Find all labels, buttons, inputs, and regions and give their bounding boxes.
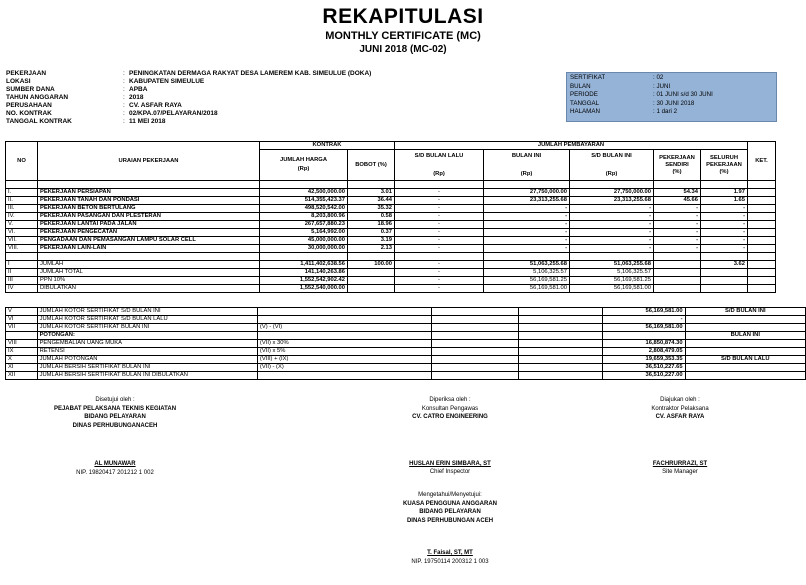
summary-note <box>685 364 805 372</box>
summary-value: 16,850,874.30 <box>602 340 685 348</box>
sig-org: Konsultan Pengawas <box>421 405 479 412</box>
item-sendiri: - <box>654 205 701 213</box>
item-sd: - <box>570 229 654 237</box>
table-row <box>6 213 776 221</box>
summary-no: VIII <box>6 340 38 348</box>
total-lalu: - <box>395 277 484 285</box>
summary-uraian: JUMLAH KOTOR SERTIFIKAT S/D BULAN INI <box>37 308 257 316</box>
summary-row <box>6 340 806 348</box>
item-sd: 23,313,255.68 <box>570 197 654 205</box>
summary-note: S/D BULAN LALU <box>685 356 805 364</box>
project-info <box>5 70 565 126</box>
cert-value: : 01 JUNI s/d 30 JUNI <box>653 91 713 98</box>
total-bobot: 100.00 <box>348 261 395 269</box>
total-sendiri <box>654 261 701 269</box>
summary-blank <box>431 340 518 348</box>
rp-unit: (Rp) <box>297 166 310 172</box>
total-lalu: - <box>395 285 484 293</box>
item-harga: 45,000,000.00 <box>260 237 348 245</box>
summary-row <box>6 364 806 372</box>
item-uraian: PEKERJAAN PERSIAPAN <box>38 189 260 197</box>
total-harga: 1,552,542,902.42 <box>260 277 348 285</box>
summary-blank <box>518 308 602 316</box>
col-jumlah-pembayaran: JUMLAH PEMBAYARAN <box>395 142 748 150</box>
item-seluruh: - <box>701 213 748 221</box>
total-ket <box>748 269 776 277</box>
item-ini: - <box>484 237 570 245</box>
item-bobot: 2.13 <box>348 245 395 253</box>
sig-id: NIP. 19750114 200312 1 003 <box>411 558 489 565</box>
project-value: 02/KPA.07/PELAYARAN/2018 <box>129 110 218 117</box>
cert-value: : 1 dari 2 <box>653 108 678 115</box>
item-uraian: PEKERJAAN PENGECATAN <box>38 229 260 237</box>
item-lalu: - <box>395 213 484 221</box>
sig-org: DINAS PERHUBUNGANACEH <box>72 422 158 429</box>
sig-name: AL MUNAWAR <box>94 461 136 467</box>
summary-no: X <box>6 356 38 364</box>
table-row <box>6 189 776 197</box>
summary-no: VII <box>6 324 38 332</box>
col-sendiri: PEKERJAAN SENDIRI <box>659 154 695 168</box>
signature-right <box>605 396 755 477</box>
total-harga: 1,411,402,638.56 <box>260 261 348 269</box>
item-no: VI. <box>6 229 38 237</box>
item-seluruh: - <box>701 205 748 213</box>
summary-value: 2,808,479.05 <box>602 348 685 356</box>
total-ket <box>748 277 776 285</box>
item-harga: 8,203,800.96 <box>260 213 348 221</box>
summary-value: 36,510,227.65 <box>602 364 685 372</box>
item-ini: - <box>484 213 570 221</box>
item-seluruh: - <box>701 229 748 237</box>
total-row <box>6 261 776 269</box>
project-label: TANGGAL KONTRAK <box>6 118 72 125</box>
summary-uraian: JUMLAH BERSIH SERTIFIKAT BULAN INI DIBULATKAN <box>37 372 257 380</box>
summary-uraian: RETENSI <box>37 348 257 356</box>
item-lalu: - <box>395 245 484 253</box>
summary-blank <box>431 348 518 356</box>
colon: : <box>123 118 125 125</box>
summary-row <box>6 348 806 356</box>
cert-label: BULAN <box>570 82 591 90</box>
total-ini: 56,169,581.25 <box>484 277 570 285</box>
item-bobot: 3.01 <box>348 189 395 197</box>
summary-blank <box>431 308 518 316</box>
col-bulan-ini: BULAN INI <box>511 152 542 159</box>
total-lalu: - <box>395 261 484 269</box>
summary-blank <box>431 332 518 340</box>
item-uraian: PEKERJAAN TANAH DAN PONDASI <box>38 197 260 205</box>
project-label: TAHUN ANGGARAN <box>6 94 69 101</box>
table-row <box>6 205 776 213</box>
item-ini: - <box>484 229 570 237</box>
page-title: REKAPITULASI <box>322 5 484 28</box>
col-jumlah-harga: JUMLAH HARGA <box>279 157 328 163</box>
total-ket <box>748 261 776 269</box>
summary-blank <box>518 364 602 372</box>
item-sendiri: - <box>654 221 701 229</box>
rp-unit: (Rp) <box>520 170 533 177</box>
total-uraian: DIBULATKAN <box>38 285 260 293</box>
item-harga: 42,500,000.00 <box>260 189 348 197</box>
pct-unit: (%) <box>672 168 682 175</box>
signature-bottom <box>360 491 540 566</box>
item-sendiri: - <box>654 229 701 237</box>
summary-blank <box>518 324 602 332</box>
item-sd: - <box>570 237 654 245</box>
summary-blank <box>518 340 602 348</box>
rp-unit: (Rp) <box>433 170 445 177</box>
colon: : <box>123 86 125 93</box>
sig-org: PEJABAT PELAKSANA TEKNIS KEGIATAN <box>53 405 177 412</box>
total-sendiri <box>654 285 701 293</box>
colon: : <box>123 70 125 77</box>
total-row <box>6 269 776 277</box>
item-sd: - <box>570 245 654 253</box>
total-no: I <box>6 261 38 269</box>
item-harga: 30,000,000.00 <box>260 245 348 253</box>
sig-name: HUSLAN ERIN SIMBARA, ST <box>409 460 491 467</box>
item-no: IV. <box>6 213 38 221</box>
sig-role: Mengetahui/Menyetujui: <box>418 492 482 498</box>
sig-org: Kontraktor Pelaksana <box>651 405 709 412</box>
summary-note <box>685 324 805 332</box>
summary-formula <box>257 372 431 380</box>
total-harga: 1,552,540,000.00 <box>260 285 348 293</box>
item-ket <box>748 229 776 237</box>
sig-org: CV. CATRO ENGINEERING <box>412 414 488 420</box>
sig-org: KUASA PENGGUNA ANGGARAN <box>402 500 497 507</box>
summary-row <box>6 332 806 340</box>
item-ket <box>748 221 776 229</box>
summary-value: 56,169,581.00 <box>602 308 685 316</box>
summary-no: IX <box>6 348 38 356</box>
item-seluruh: 1.97 <box>701 189 748 197</box>
item-sendiri: - <box>654 245 701 253</box>
summary-blank <box>518 316 602 324</box>
summary-blank <box>518 348 602 356</box>
item-harga: 498,520,542.00 <box>260 205 348 213</box>
table-row <box>6 229 776 237</box>
summary-note: BULAN INI <box>685 332 805 340</box>
item-no: VIII. <box>6 245 38 253</box>
total-no: II <box>6 269 38 277</box>
total-ket <box>748 285 776 293</box>
summary-value: 36,510,227.00 <box>602 372 685 380</box>
table-row <box>6 197 776 205</box>
summary-blank <box>431 356 518 364</box>
item-ini: - <box>484 221 570 229</box>
total-no: IV <box>6 285 38 293</box>
total-seluruh <box>701 285 748 293</box>
item-lalu: - <box>395 205 484 213</box>
summary-value: 56,169,581.00 <box>602 324 685 332</box>
cert-label: PERIODE <box>570 91 598 98</box>
project-value: APBA <box>129 86 148 93</box>
total-bobot <box>348 269 395 277</box>
total-bobot <box>348 285 395 293</box>
summary-blank <box>431 372 518 380</box>
item-harga: 5,164,992.00 <box>260 229 348 237</box>
total-ini: 5,106,325.57 <box>484 269 570 277</box>
item-ini: - <box>484 245 570 253</box>
cert-value: : JUNI <box>653 82 671 90</box>
summary-uraian: JUMLAH KOTOR SERTIFIKAT BULAN INI <box>37 324 257 332</box>
summary-value: 19,659,353.35 <box>602 356 685 364</box>
summary-blank <box>518 356 602 364</box>
cert-value: : 02 <box>653 74 664 81</box>
project-info-row <box>5 70 565 78</box>
total-seluruh <box>701 269 748 277</box>
item-sd: 27,750,000.00 <box>570 189 654 197</box>
summary-note <box>685 340 805 348</box>
summary-no: VI <box>6 316 38 324</box>
total-sendiri <box>654 269 701 277</box>
project-info-row <box>5 102 565 110</box>
project-info-row <box>5 78 565 86</box>
colon: : <box>123 94 125 101</box>
page-subtitle: MONTHLY CERTIFICATE (MC) <box>325 30 481 42</box>
sig-role: Diajukan oleh : <box>660 397 700 403</box>
summary-uraian: PENGEMBALIAN UANG MUKA <box>37 340 257 348</box>
item-ket <box>748 245 776 253</box>
col-sd-bulan-ini: S/D BULAN INI <box>591 152 632 159</box>
summary-row <box>6 308 806 316</box>
sig-org: CV. ASFAR RAYA <box>655 414 705 420</box>
item-lalu: - <box>395 197 484 205</box>
summary-note: S/D BULAN INI <box>685 308 805 316</box>
col-bobot: BOBOT (%) <box>348 150 395 181</box>
col-uraian: URAIAN PEKERJAAN <box>38 142 260 181</box>
item-seluruh: - <box>701 221 748 229</box>
cert-label: TANGGAL <box>570 99 600 107</box>
total-seluruh <box>701 277 748 285</box>
summary-value: - <box>602 316 685 324</box>
total-no: III <box>6 277 38 285</box>
sig-org: BIDANG PELAYARAN <box>419 509 481 515</box>
sig-org: BIDANG PELAYARAN <box>84 414 146 420</box>
summary-no: XII <box>6 372 38 380</box>
item-ini: - <box>484 205 570 213</box>
total-sd: 56,169,581.25 <box>570 277 654 285</box>
item-uraian: PEKERJAAN LAIN-LAIN <box>38 245 260 253</box>
sig-name: FACHRURRAZI, ST <box>652 460 708 467</box>
summary-blank <box>431 364 518 372</box>
summary-note <box>685 348 805 356</box>
summary-uraian: POTONGAN: <box>37 332 257 340</box>
summary-row <box>6 324 806 332</box>
total-sd: 56,169,581.00 <box>570 285 654 293</box>
summary-table <box>5 307 806 380</box>
main-table <box>5 141 776 293</box>
sig-id: Site Manager <box>662 469 698 475</box>
summary-formula: (V) - (VI) <box>257 324 431 332</box>
item-ket <box>748 237 776 245</box>
item-ket <box>748 197 776 205</box>
summary-formula: (VII) - (X) <box>257 364 431 372</box>
table-row <box>6 245 776 253</box>
table-row <box>6 237 776 245</box>
col-sd-lalu: S/D BULAN LALU <box>414 152 464 159</box>
sig-org: DINAS PERHUBUNGAN ACEH <box>406 517 494 524</box>
project-value: KABUPATEN SIMEULUE <box>129 78 205 85</box>
sig-name: T. Faisal, ST, MT <box>427 550 473 556</box>
project-label: LOKASI <box>6 78 31 85</box>
colon: : <box>123 110 125 117</box>
item-uraian: PEKERJAAN BETON BERTULANG <box>38 205 260 213</box>
summary-no: XI <box>6 364 38 372</box>
project-label: SUMBER DANA <box>6 86 55 93</box>
summary-formula: (VII) x 5% <box>257 348 431 356</box>
item-lalu: - <box>395 229 484 237</box>
summary-row <box>6 372 806 380</box>
item-sendiri: 54.34 <box>654 189 701 197</box>
total-uraian: PPN 10% <box>38 277 260 285</box>
total-sd: 5,106,325.57 <box>570 269 654 277</box>
item-no: VII. <box>6 237 38 245</box>
total-ini: 51,063,255.68 <box>484 261 570 269</box>
project-value: 2018 <box>129 94 144 101</box>
summary-blank <box>518 372 602 380</box>
item-bobot: 0.37 <box>348 229 395 237</box>
item-uraian: PENGADAAN DAN PEMASANGAN LAMPU SOLAR CELL <box>38 237 260 245</box>
summary-blank <box>431 316 518 324</box>
total-uraian: JUMLAH <box>38 261 260 269</box>
project-info-row <box>5 118 565 126</box>
project-label: NO. KONTRAK <box>6 110 52 117</box>
signature-left <box>30 396 200 477</box>
cert-label: SERTIFIKAT <box>570 74 606 81</box>
cert-label: HALAMAN <box>570 108 600 115</box>
item-bobot: 18.96 <box>348 221 395 229</box>
item-no: V. <box>6 221 38 229</box>
summary-formula <box>257 316 431 324</box>
colon: : <box>123 78 125 85</box>
summary-value <box>602 332 685 340</box>
item-ini: 27,750,000.00 <box>484 189 570 197</box>
certificate-box <box>566 72 777 122</box>
item-bobot: 3.19 <box>348 237 395 245</box>
item-lalu: - <box>395 221 484 229</box>
summary-note <box>685 316 805 324</box>
col-no: NO <box>6 142 38 181</box>
item-sendiri: - <box>654 213 701 221</box>
project-value: CV. ASFAR RAYA <box>129 102 182 109</box>
summary-blank <box>431 324 518 332</box>
total-bobot <box>348 277 395 285</box>
item-no: I. <box>6 189 38 197</box>
item-ini: 23,313,255.68 <box>484 197 570 205</box>
sig-id: Chief Inspector <box>429 469 471 475</box>
sig-role: Diperiksa oleh : <box>429 397 471 403</box>
item-no: III. <box>6 205 38 213</box>
rp-unit: (Rp) <box>605 170 618 177</box>
summary-formula <box>257 332 431 340</box>
summary-formula <box>257 308 431 316</box>
item-harga: 514,355,423.37 <box>260 197 348 205</box>
pct-unit: (%) <box>719 168 729 175</box>
total-uraian: JUMLAH TOTAL <box>38 269 260 277</box>
summary-row <box>6 356 806 364</box>
total-lalu: - <box>395 269 484 277</box>
total-harga: 141,140,263.86 <box>260 269 348 277</box>
summary-uraian: JUMLAH KOTOR SERTIFIKAT S/D BULAN LALU <box>37 316 257 324</box>
project-info-row <box>5 110 565 118</box>
total-sendiri <box>654 277 701 285</box>
signature-mid <box>370 396 530 477</box>
col-seluruh: SELURUH PEKERJAAN <box>706 154 742 168</box>
item-seluruh: 1.65 <box>701 197 748 205</box>
item-ket <box>748 213 776 221</box>
item-ket <box>748 189 776 197</box>
project-info-row <box>5 94 565 102</box>
item-uraian: PEKERJAAN LANTAI PADA JALAN <box>38 221 260 229</box>
colon: : <box>123 102 125 109</box>
col-kontrak: KONTRAK <box>260 142 395 150</box>
project-value: 11 MEI 2018 <box>129 118 166 125</box>
item-bobot: 35.32 <box>348 205 395 213</box>
summary-formula: (VIII) + (IX) <box>257 356 431 364</box>
table-row <box>6 221 776 229</box>
item-bobot: 36.44 <box>348 197 395 205</box>
summary-blank <box>518 332 602 340</box>
item-sd: - <box>570 213 654 221</box>
item-sd: - <box>570 205 654 213</box>
summary-no <box>6 332 38 340</box>
summary-uraian: JUMLAH BERSIH SERTIFIKAT BULAN INI <box>37 364 257 372</box>
item-lalu: - <box>395 189 484 197</box>
total-row <box>6 285 776 293</box>
item-ket <box>748 205 776 213</box>
total-ini: 56,169,581.00 <box>484 285 570 293</box>
total-row <box>6 277 776 285</box>
project-label: PERUSAHAAN <box>6 102 52 109</box>
item-bobot: 0.58 <box>348 213 395 221</box>
cert-value: : 30 JUNI 2018 <box>653 99 695 107</box>
period-line: JUNI 2018 (MC-02) <box>359 44 447 55</box>
summary-no: V <box>6 308 38 316</box>
item-sendiri: 45.66 <box>654 197 701 205</box>
summary-note <box>685 372 805 380</box>
item-lalu: - <box>395 237 484 245</box>
total-sd: 51,063,255.68 <box>570 261 654 269</box>
item-seluruh: - <box>701 237 748 245</box>
summary-row <box>6 316 806 324</box>
item-seluruh: - <box>701 245 748 253</box>
project-value: PENINGKATAN DERMAGA RAKYAT DESA LAMEREM KAB. SIMEULUE (DOKA) <box>129 70 372 77</box>
col-ket: KET. <box>748 142 776 181</box>
item-harga: 267,657,880.23 <box>260 221 348 229</box>
item-sendiri: - <box>654 237 701 245</box>
summary-uraian: JUMLAH POTONGAN <box>37 356 257 364</box>
item-sd: - <box>570 221 654 229</box>
summary-formula: (VII) x 30% <box>257 340 431 348</box>
sig-role: Disetujui oleh : <box>95 397 135 403</box>
project-label: PEKERJAAN <box>6 70 47 77</box>
item-no: II. <box>6 197 38 205</box>
total-seluruh: 3.62 <box>701 261 748 269</box>
project-info-row <box>5 86 565 94</box>
item-uraian: PEKERJAAN PASANGAN DAN PLESTERAN <box>38 213 260 221</box>
sig-id: NIP. 19820417 201212 1 002 <box>76 469 154 476</box>
